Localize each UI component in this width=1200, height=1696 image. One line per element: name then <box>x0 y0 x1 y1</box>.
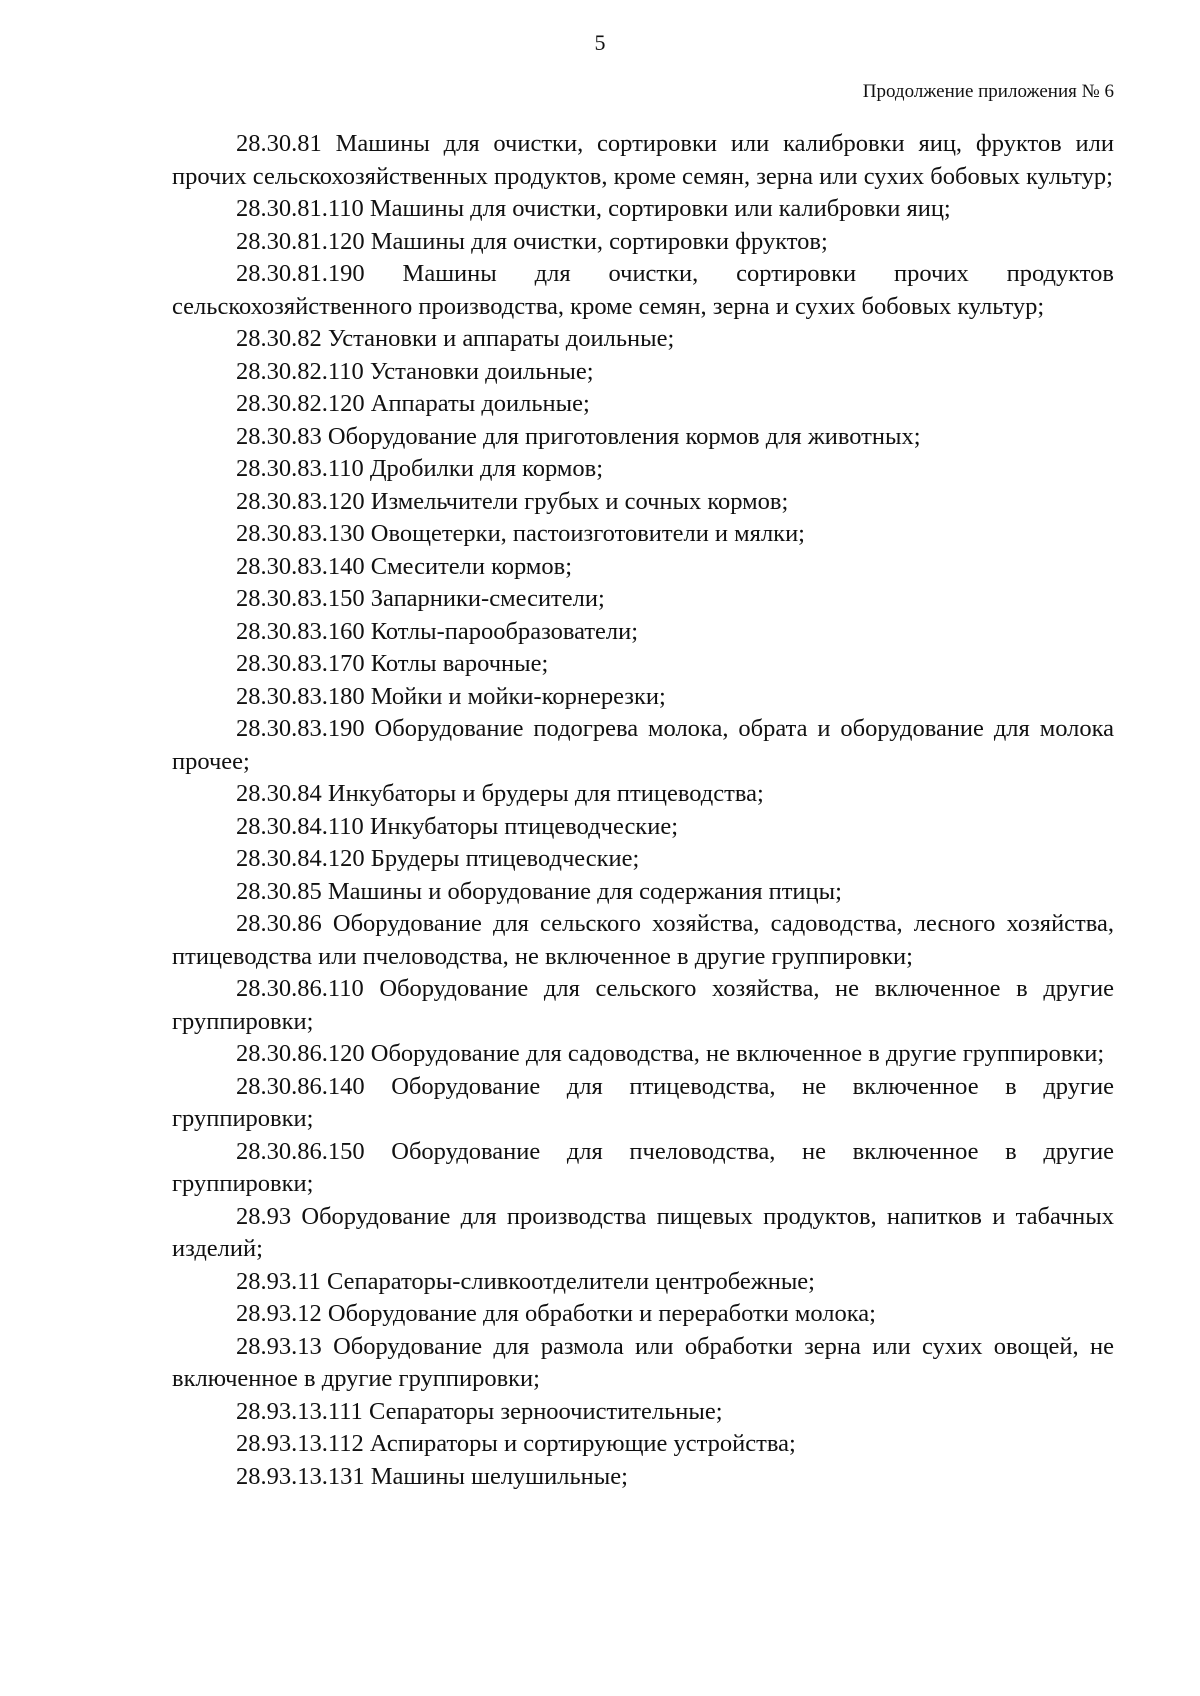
classification-entry <box>172 616 1114 649</box>
classification-entry <box>172 713 1114 778</box>
classification-entry <box>172 323 1114 356</box>
entry-code: 28.30.86.140 <box>236 1072 365 1100</box>
entry-code: 28.30.85 <box>236 877 322 905</box>
entry-code: 28.30.83.160 <box>236 617 365 645</box>
classification-entry <box>172 1201 1114 1266</box>
entry-text: Оборудование для садоводства, не включенное в другие группировки; <box>370 1040 1105 1067</box>
entry-text: Оборудование для сельского хозяйства, не включенное в другие группировки; <box>172 975 1114 1035</box>
classification-entry <box>172 843 1114 876</box>
classification-entry <box>172 1298 1114 1331</box>
entry-code: 28.30.81.110 <box>236 195 364 222</box>
classification-list <box>172 128 1114 1493</box>
entry-code: 28.30.84.120 <box>236 845 365 872</box>
classification-entry <box>172 193 1114 226</box>
entry-code: 28.93.12 <box>236 1300 322 1327</box>
entry-code: 28.30.83.110 <box>236 455 364 482</box>
entry-text: Сепараторы зерноочистительные; <box>368 1397 723 1425</box>
running-header: Продолжение приложения № 6 <box>862 81 1114 102</box>
classification-entry <box>172 421 1114 454</box>
classification-entry <box>172 811 1114 844</box>
classification-entry <box>172 973 1114 1038</box>
entry-code: 28.93.13.112 <box>236 1430 364 1457</box>
classification-entry <box>172 1428 1114 1461</box>
entry-code: 28.30.82.120 <box>236 390 365 417</box>
entry-code: 28.30.83.180 <box>236 682 365 710</box>
classification-entry <box>172 1396 1114 1429</box>
classification-entry <box>172 226 1114 259</box>
entry-code: 28.30.86.110 <box>236 975 364 1002</box>
entry-code: 28.93.13.111 <box>236 1397 363 1425</box>
entry-text: Аспираторы и сортирующие устройства; <box>369 1430 796 1457</box>
classification-entry <box>172 681 1114 714</box>
classification-entry <box>172 908 1114 973</box>
entry-text: Запарники-смесители; <box>370 585 605 612</box>
entry-code: 28.30.83.150 <box>236 585 365 612</box>
entry-text: Оборудование для производства пищевых продуктов, напитков и табачных изделий; <box>172 1202 1115 1262</box>
entry-code: 28.93 <box>236 1202 292 1230</box>
entry-text: Оборудование для пчеловодства, не включенное в другие группировки; <box>172 1137 1115 1197</box>
classification-entry <box>172 1461 1114 1494</box>
classification-entry <box>172 551 1114 584</box>
classification-entry <box>172 518 1114 551</box>
classification-entry <box>172 1331 1114 1396</box>
entry-text: Машины и оборудование для содержания птицы; <box>327 877 842 905</box>
entry-code: 28.30.83.120 <box>236 487 365 515</box>
entry-text: Котлы-парообразователи; <box>370 617 639 645</box>
entry-code: 28.30.84 <box>236 780 322 807</box>
classification-entry <box>172 128 1114 193</box>
classification-entry <box>172 1071 1114 1136</box>
entry-text: Оборудование для птицеводства, не включенное в другие группировки; <box>172 1072 1114 1132</box>
entry-text: Котлы варочные; <box>370 650 549 677</box>
classification-entry <box>172 486 1114 519</box>
classification-entry <box>172 648 1114 681</box>
entry-code: 28.30.81 <box>236 130 322 157</box>
entry-code: 28.93.13 <box>236 1332 322 1360</box>
classification-entry <box>172 1136 1114 1201</box>
classification-entry <box>172 876 1114 909</box>
classification-entry <box>172 1038 1114 1071</box>
entry-code: 28.30.83.170 <box>236 650 365 677</box>
entry-text: Оборудование для сельского хозяйства, садоводства, лесного хозяйства, птицеводства или пчеловодства, не включенное в другие группировки; <box>172 910 1114 970</box>
entry-text: Машины для очистки, сортировки прочих продуктов сельскохозяйственного производства, кроме семян, зерна и сухих бобовых культур; <box>172 260 1115 320</box>
entry-text: Брудеры птицеводческие; <box>370 845 640 872</box>
entry-text: Машины для очистки, сортировки или калибровки яиц, фруктов или прочих сельскохозяйственных продуктов, кроме семян, зерна или сухих бобовых культур; <box>172 130 1115 190</box>
entry-text: Овощетерки, пастоизготовители и мялки; <box>370 520 805 547</box>
entry-text: Установки и аппараты доильные; <box>327 325 675 352</box>
entry-text: Измельчители грубых и сочных кормов; <box>370 487 789 515</box>
entry-text: Сепараторы-сливкоотделители центробежные; <box>326 1267 815 1295</box>
entry-text: Инкубаторы птицеводческие; <box>369 812 679 840</box>
entry-code: 28.30.83.190 <box>236 715 365 742</box>
entry-text: Оборудование подогрева молока, обрата и оборудование для молока прочее; <box>172 715 1115 775</box>
entry-code: 28.93.13.131 <box>236 1462 365 1490</box>
entry-text: Машины шелушильные; <box>370 1462 628 1490</box>
classification-entry <box>172 356 1114 389</box>
page-number: 5 <box>594 30 606 55</box>
classification-entry <box>172 1266 1114 1299</box>
entry-code: 28.30.83.140 <box>236 552 365 580</box>
entry-text: Машины для очистки, сортировки или калибровки яиц; <box>369 195 951 222</box>
entry-code: 28.30.86.120 <box>236 1040 365 1067</box>
entry-code: 28.30.83 <box>236 422 322 450</box>
entry-text: Аппараты доильные; <box>370 390 590 417</box>
entry-text: Установки доильные; <box>369 357 594 385</box>
entry-code: 28.30.86 <box>236 910 322 937</box>
entry-text: Инкубаторы и брудеры для птицеводства; <box>327 780 764 807</box>
entry-code: 28.30.81.190 <box>236 260 365 287</box>
entry-code: 28.30.83.130 <box>236 520 365 547</box>
entry-text: Мойки и мойки-корнерезки; <box>370 682 666 710</box>
entry-code: 28.93.11 <box>236 1267 321 1295</box>
entry-code: 28.30.82.110 <box>236 357 364 385</box>
classification-entry <box>172 453 1114 486</box>
entry-code: 28.30.84.110 <box>236 812 364 840</box>
classification-entry <box>172 778 1114 811</box>
classification-entry <box>172 583 1114 616</box>
entry-text: Оборудование для приготовления кормов для животных; <box>327 422 921 450</box>
classification-entry <box>172 388 1114 421</box>
entry-code: 28.30.81.120 <box>236 227 365 255</box>
entry-code: 28.30.82 <box>236 325 322 352</box>
classification-entry <box>172 258 1114 323</box>
entry-code: 28.30.86.150 <box>236 1137 365 1165</box>
entry-text: Оборудование для обработки и переработки молока; <box>327 1300 876 1327</box>
entry-text: Смесители кормов; <box>370 552 573 580</box>
entry-text: Дробилки для кормов; <box>369 455 604 482</box>
entry-text: Оборудование для размола или обработки зерна или сухих овощей, не включенное в другие группировки; <box>172 1332 1114 1392</box>
entry-text: Машины для очистки, сортировки фруктов; <box>370 227 828 255</box>
